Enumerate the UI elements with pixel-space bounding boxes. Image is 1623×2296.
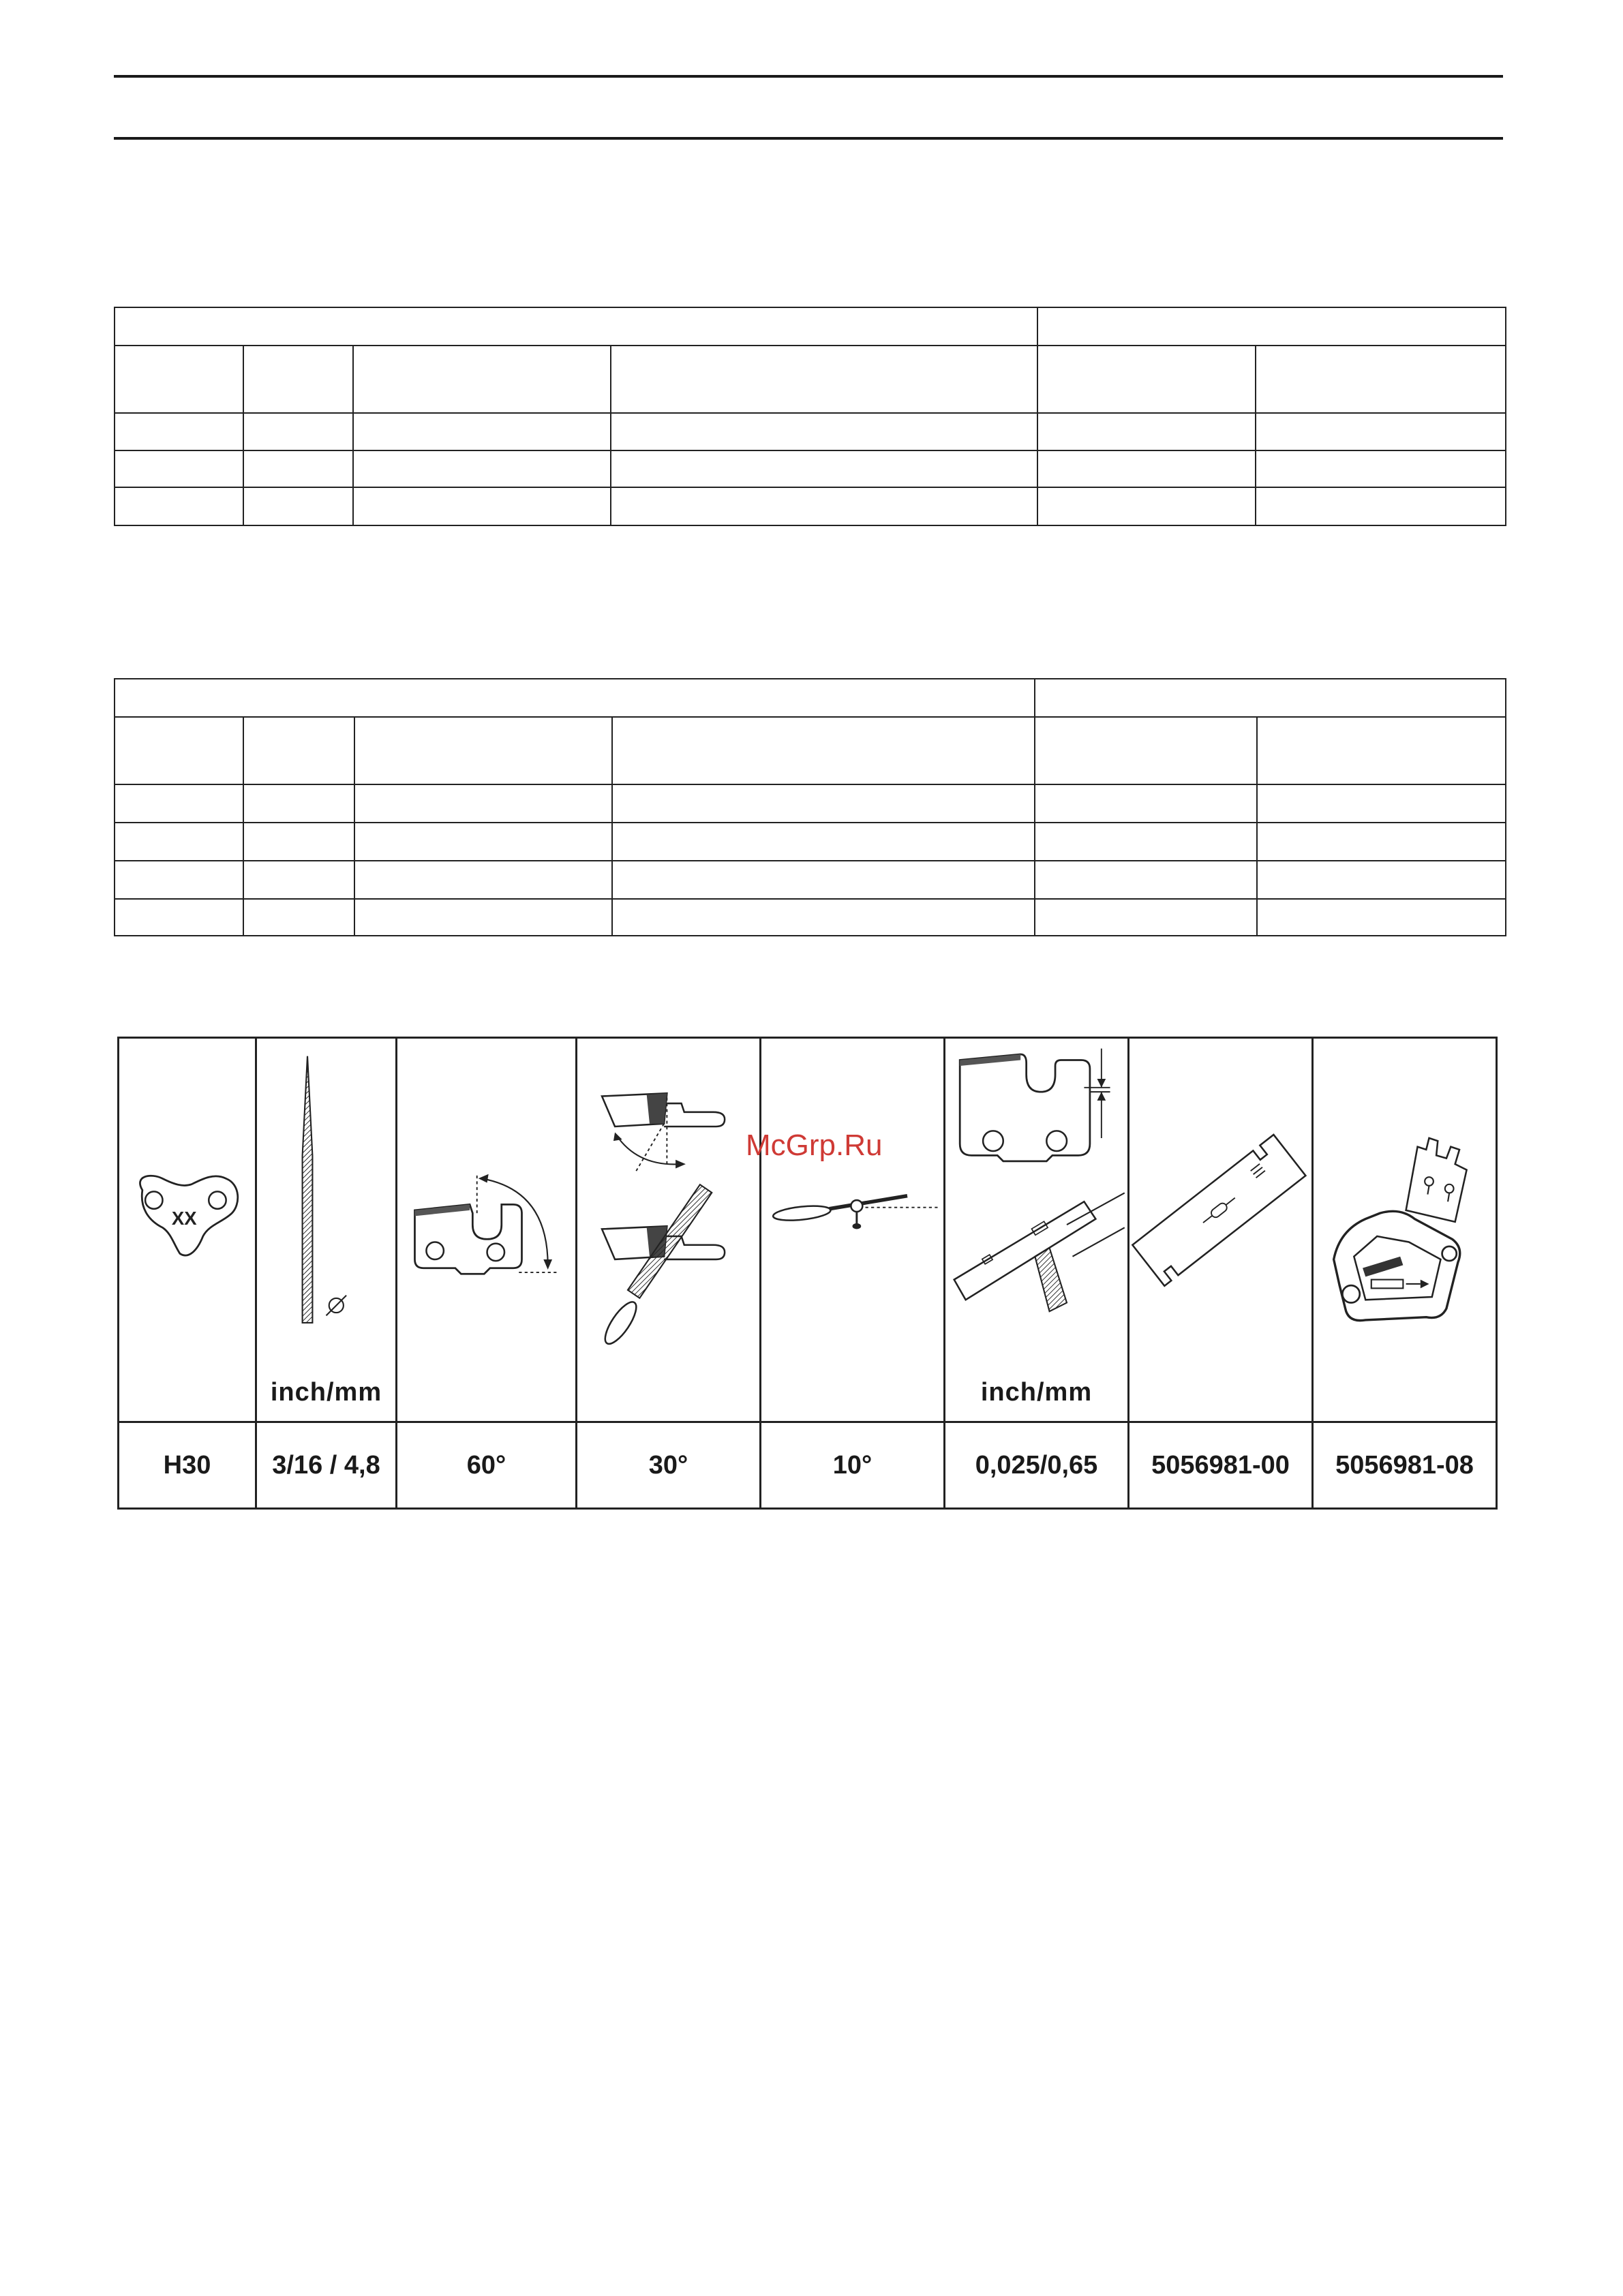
top-plate-angle-value: 30° xyxy=(577,1422,761,1509)
table-header-cell xyxy=(353,346,611,413)
depth-gauge-illustration-cell xyxy=(945,1038,1129,1422)
table-header-cell xyxy=(611,346,1037,413)
file-holder-tilt-icon xyxy=(761,1039,943,1421)
chain-link-marking-icon xyxy=(119,1039,255,1421)
filing-gauge-illustration-cell xyxy=(1313,1038,1497,1422)
header-rule-top xyxy=(114,75,1503,78)
flat-gauge-part-number: 5056981-00 xyxy=(1129,1422,1313,1509)
illustration-row xyxy=(119,1038,1497,1422)
filing-angle-illustration-cell xyxy=(397,1038,577,1422)
table-row xyxy=(115,413,1506,450)
header-rule-bottom xyxy=(114,137,1503,140)
table-header-cell xyxy=(115,679,1035,717)
table-header-cell xyxy=(1037,346,1256,413)
flat-gauge-illustration-cell xyxy=(1129,1038,1313,1422)
watermark: McGrp.Ru xyxy=(746,1129,883,1162)
filing-gauge-icon xyxy=(1314,1039,1496,1421)
table-header-cell xyxy=(1256,346,1506,413)
table-row xyxy=(115,450,1506,487)
spec-table-2 xyxy=(114,678,1506,936)
chain-marking-label: XX xyxy=(171,1208,197,1229)
depth-gauge-unit-label: inch/mm xyxy=(980,1378,1093,1407)
sharpening-table xyxy=(117,1037,1498,1510)
file-holder-tilt-value: 10° xyxy=(761,1422,945,1509)
depth-gauge-setting-icon xyxy=(945,1039,1127,1421)
table-header-cell xyxy=(354,717,612,784)
chain-type-illustration-cell xyxy=(119,1038,256,1422)
file-angle-icon xyxy=(600,1184,725,1348)
chain-type-value: H30 xyxy=(119,1422,256,1509)
filing-angle-value: 60° xyxy=(397,1422,577,1509)
values-row xyxy=(119,1422,1497,1509)
table-header-cell xyxy=(1257,717,1506,784)
filing-gauge-part-number: 5056981-08 xyxy=(1313,1422,1497,1509)
depth-gauge-value: 0,025/0,65 xyxy=(945,1422,1129,1509)
table-row xyxy=(115,861,1506,899)
round-file-icon xyxy=(257,1039,395,1421)
file-holder-illustration-cell xyxy=(761,1038,945,1422)
flat-depth-gauge-icon xyxy=(1129,1039,1311,1421)
table-row xyxy=(115,823,1506,861)
table-row xyxy=(115,487,1506,525)
table-header-cell xyxy=(115,346,243,413)
top-plate-angle-icon xyxy=(577,1039,759,1421)
table-header-cell xyxy=(115,307,1037,346)
table-header-cell xyxy=(1037,307,1506,346)
table-row xyxy=(115,784,1506,823)
table-header-cell xyxy=(1035,717,1257,784)
spec-table-1 xyxy=(114,307,1506,526)
table-header-cell xyxy=(243,346,353,413)
table-header-cell xyxy=(243,717,354,784)
filing-angle-icon xyxy=(397,1039,575,1421)
table-header-cell xyxy=(115,717,243,784)
table-header-cell xyxy=(612,717,1035,784)
file-diameter-value: 3/16 / 4,8 xyxy=(256,1422,397,1509)
diameter-icon xyxy=(327,1296,347,1316)
file-diameter-illustration-cell xyxy=(256,1038,397,1422)
top-plate-angle-illustration-cell xyxy=(577,1038,761,1422)
file-diameter-unit-label: inch/mm xyxy=(270,1378,382,1407)
depth-gauge-tool-icon xyxy=(954,1193,1125,1311)
table-row xyxy=(115,899,1506,936)
table-header-cell xyxy=(1035,679,1506,717)
